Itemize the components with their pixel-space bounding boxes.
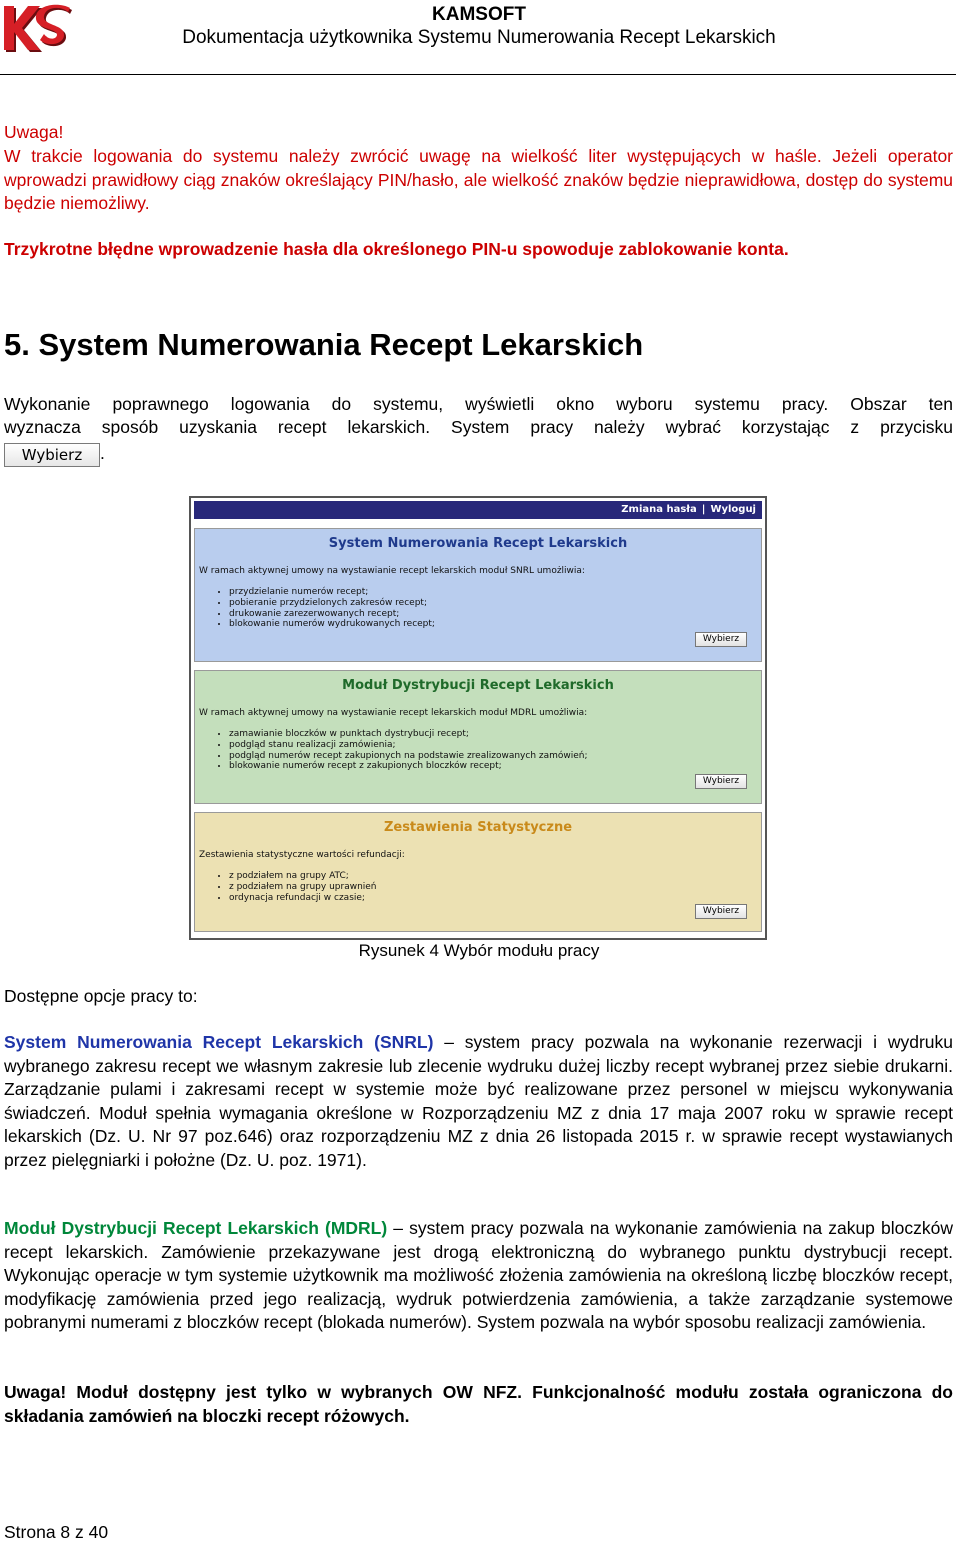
inline-button-row: [4, 442, 105, 467]
header-divider: [0, 74, 956, 75]
mdrl-term: Moduł Dystrybucji Recept Lekarskich (MDRL): [4, 1218, 388, 1238]
warning-text: W trakcie logowania do systemu należy zwrócić uwagę na wielkość liter występujących w haśle. Jeżeli operator wprowadzi prawidłowy ciąg znaków określający PIN/hasło, ale wielkość znaków będzie nieprawidłowa, dostęp do systemu będzie niemożliwy.: [4, 146, 953, 213]
stats-panel-intro: Zestawienia statystyczne wartości refundacji:: [199, 850, 405, 860]
stats-feature-list: [215, 871, 377, 903]
module-availability-warning: Uwaga! Moduł dostępny jest tylko w wybranych OW NFZ. Funkcjonalność modułu została ograniczona do składania zamówień na bloczki recept różowych.: [4, 1382, 953, 1426]
warning-bold-text: Trzykrotne błędne wprowadzenie hasła dla określonego PIN-u spowoduje zablokowanie konta.: [4, 239, 789, 259]
snrl-wybierz-button[interactable]: Wybierz: [695, 632, 747, 647]
list-item: • ordynacja refundacji w czasie;: [229, 893, 377, 904]
snrl-panel-title: System Numerowania Recept Lekarskich: [328, 536, 628, 551]
list-item: • blokowanie numerów recept z zakupionych bloczków recept;: [229, 761, 588, 772]
stats-panel: [194, 812, 762, 932]
snrl-panel-intro: W ramach aktywnej umowy na wystawianie recept lekarskich moduł SNRL umożliwia:: [199, 566, 585, 576]
company-name: KAMSOFT: [432, 4, 526, 25]
mdrl-panel: [194, 670, 762, 804]
document-title: Dokumentacja użytkownika Systemu Numerowania Recept Lekarskich: [182, 27, 776, 48]
section-intro-line-1: Wykonanie poprawnego logowania do systemu, wyświetli okno wyboru systemu pracy. Obszar ten: [4, 394, 953, 414]
list-item: • drukowanie zarezerwowanych recept;: [229, 609, 435, 620]
list-item: • z podziałem na grupy uprawnień: [229, 882, 377, 893]
list-item: • przydzielanie numerów recept;: [229, 587, 435, 598]
top-links: [621, 502, 756, 518]
link-separator: |: [701, 504, 706, 515]
snrl-feature-list: [215, 587, 435, 630]
list-item: • pobieranie przydzielonych zakresów recept;: [229, 598, 435, 609]
list-item: • z podziałem na grupy ATC;: [229, 871, 377, 882]
mdrl-text: – system pracy pozwala na wykonanie zamówienia na zakup bloczków recept lekarskich. Zamówienie przekazywane jest drogą elektroniczną do wybranego punktu dystrybucji recept. Wykonując operacje w tym systemie użytkownik ma możliwość złożenia zamówienia na określoną liczbę bloczków recept, modyfikację zamówienia przed jego realizacją, wydruk potwierdzenia zamówienia, a także zarządzanie systemowe pobranymi numerami z bloczków recept (blokada numerów). System pozwala na wybór sposobu realizacji zamówienia.: [4, 1218, 953, 1332]
section-intro-line-2: wyznacza sposób uzyskania recept lekarskich. System pracy należy wybrać korzystając z przycisku: [4, 417, 953, 437]
mdrl-feature-list: [215, 729, 588, 772]
snrl-description: [4, 1031, 953, 1172]
stats-wybierz-button[interactable]: Wybierz: [695, 904, 747, 919]
list-item: • podgląd stanu realizacji zamówienia;: [229, 740, 588, 751]
snrl-text: – system pracy pozwala na wykonanie rezerwacji i wydruku wybranego zakresu recept we własnym zakresie lub zlecenie wydruku dużej liczby recept wybranej przez siebie drukarni. Zarządzanie pulami i zakresami recept w systemie może być realizowane przez personel w miejscu wykonywania świadczeń. Moduł spełnia wymagania określone w Rozporządzeniu MZ z dnia 17 maja 2007 roku w sprawie recept lekarskich (Dz. U. Nr 97 poz.646) oraz rozporządzeniu MZ z dnia 26 listopada 2015 r. w sprawie recept wystawianych przez pielęgniarki i położne (Dz. U. poz. 1971).: [4, 1032, 953, 1170]
page-number: Strona 8 z 40: [4, 1522, 109, 1542]
mdrl-panel-intro: W ramach aktywnej umowy na wystawianie recept lekarskich moduł MDRL umożliwia:: [199, 708, 588, 718]
options-label: Dostępne opcje pracy to:: [4, 986, 198, 1006]
mdrl-description: [4, 1217, 953, 1335]
module-selection-screenshot: [189, 496, 767, 940]
change-password-link[interactable]: Zmiana hasła: [621, 504, 697, 515]
snrl-panel: [194, 528, 762, 662]
stats-panel-title: Zestawienia Statystyczne: [383, 820, 573, 835]
list-item: • podgląd numerów recept zakupionych na podstawie zrealizowanych zamówień;: [229, 751, 588, 762]
list-item: • blokowanie numerów wydrukowanych recept;: [229, 619, 435, 630]
section-title: 5. System Numerowania Recept Lekarskich: [4, 327, 644, 362]
mdrl-wybierz-button[interactable]: Wybierz: [695, 774, 747, 789]
figure-caption: Rysunek 4 Wybór modułu pracy: [358, 941, 600, 960]
inline-period: .: [100, 443, 105, 464]
mdrl-panel-title: Moduł Dystrybucji Recept Lekarskich: [342, 678, 614, 693]
screenshot-top-bar: [194, 501, 762, 519]
logout-link[interactable]: Wyloguj: [710, 504, 756, 515]
list-item: • zamawianie bloczków w punktach dystrybucji recept;: [229, 729, 588, 740]
wybierz-button-sample[interactable]: Wybierz: [4, 443, 100, 467]
snrl-term: System Numerowania Recept Lekarskich (SNRL): [4, 1032, 434, 1052]
warning-label: Uwaga!: [4, 122, 64, 142]
